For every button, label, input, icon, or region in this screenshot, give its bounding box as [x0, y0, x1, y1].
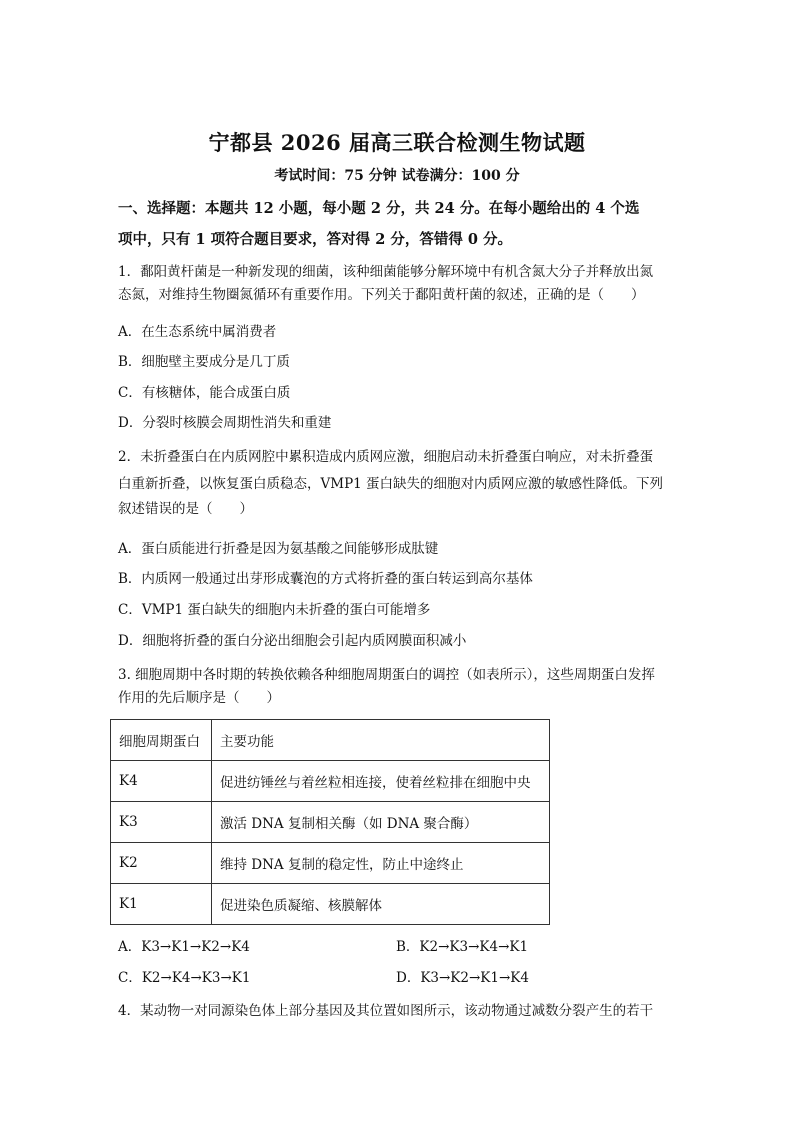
q1-option-d: D．分裂时核膜会周期性消失和重建 — [118, 415, 332, 431]
q2-option-d: D．细胞将折叠的蛋白分泌出细胞会引起内质网膜面积减小 — [118, 633, 467, 649]
q2-option-a: A．蛋白质能进行折叠是因为氨基酸之间能够形成肽键 — [118, 541, 439, 557]
table-row — [111, 884, 550, 925]
q2-stem-line-1: 2．未折叠蛋白在内质网腔中累积造成内质网应激，细胞启动未折叠蛋白响应，对未折叠蛋 — [118, 449, 654, 465]
q1-stem-line-1: 1．鄱阳黄杆菌是一种新发现的细菌，该种细菌能够分解环境中有机含氮大分子并释放出氮 — [118, 264, 654, 280]
cyclin-table — [110, 719, 550, 925]
q2-option-b: B．内质网一般通过出芽形成囊泡的方式将折叠的蛋白转运到高尔基体 — [118, 571, 533, 587]
q3-stem-line-1: 3. 细胞周期中各时期的转换依赖各种细胞周期蛋白的调控（如表所示），这些周期蛋白发挥 — [118, 667, 655, 683]
table-row — [111, 761, 550, 802]
table-cell: 促进纺锤丝与着丝粒相连接，使着丝粒排在细胞中央 — [212, 761, 550, 802]
q3-option-a: A．K3→K1→K2→K4 — [118, 939, 250, 955]
q3-option-b: B．K2→K3→K4→K1 — [396, 939, 529, 955]
table-cell: 促进染色质凝缩、核膜解体 — [212, 884, 550, 925]
table-cell: K2 — [111, 843, 212, 884]
q1-option-a: A．在生态系统中属消费者 — [118, 324, 277, 340]
table-cell: K1 — [111, 884, 212, 925]
table-row — [111, 843, 550, 884]
q1-option-b: B．细胞壁主要成分是几丁质 — [118, 354, 290, 370]
exam-title: 宁都县 2026 届高三联合检测生物试题 — [208, 130, 586, 155]
table-header-cell: 主要功能 — [212, 720, 550, 761]
q2-stem-line-2: 白重新折叠，以恢复蛋白质稳态，VMP1 蛋白缺失的细胞对内质网应激的敏感性降低。下列 — [118, 476, 664, 492]
q1-option-c: C．有核糖体，能合成蛋白质 — [118, 385, 291, 401]
q2-option-c: C．VMP1 蛋白缺失的细胞内未折叠的蛋白可能增多 — [118, 602, 431, 618]
table-cell: K4 — [111, 761, 212, 802]
q3-option-c: C．K2→K4→K3→K1 — [118, 970, 251, 986]
table-header-row — [111, 720, 550, 761]
table-header-cell: 细胞周期蛋白 — [111, 720, 212, 761]
section-heading-line-1: 一、选择题：本题共 12 小题，每小题 2 分，共 24 分。在每小题给出的 4 个选 — [118, 200, 640, 217]
table-cell: 维持 DNA 复制的稳定性，防止中途终止 — [212, 843, 550, 884]
table-cell: 激活 DNA 复制相关酶（如 DNA 聚合酶） — [212, 802, 550, 843]
table-row — [111, 802, 550, 843]
section-heading-line-2: 项中，只有 1 项符合题目要求，答对得 2 分，答错得 0 分。 — [118, 231, 513, 248]
q3-stem-line-2: 作用的先后顺序是（ ） — [118, 690, 280, 706]
exam-subtitle: 考试时间：75 分钟 试卷满分：100 分 — [274, 168, 520, 184]
q4-stem-line-1: 4．某动物一对同源染色体上部分基因及其位置如图所示，该动物通过减数分裂产生的若干 — [118, 1003, 654, 1019]
table-cell: K3 — [111, 802, 212, 843]
q2-stem-line-3: 叙述错误的是（ ） — [118, 501, 253, 517]
q1-stem-line-2: 态氮，对维持生物圈氮循环有重要作用。下列关于鄱阳黄杆菌的叙述，正确的是（ ） — [118, 287, 645, 303]
q3-option-d: D．K3→K2→K1→K4 — [396, 970, 529, 986]
